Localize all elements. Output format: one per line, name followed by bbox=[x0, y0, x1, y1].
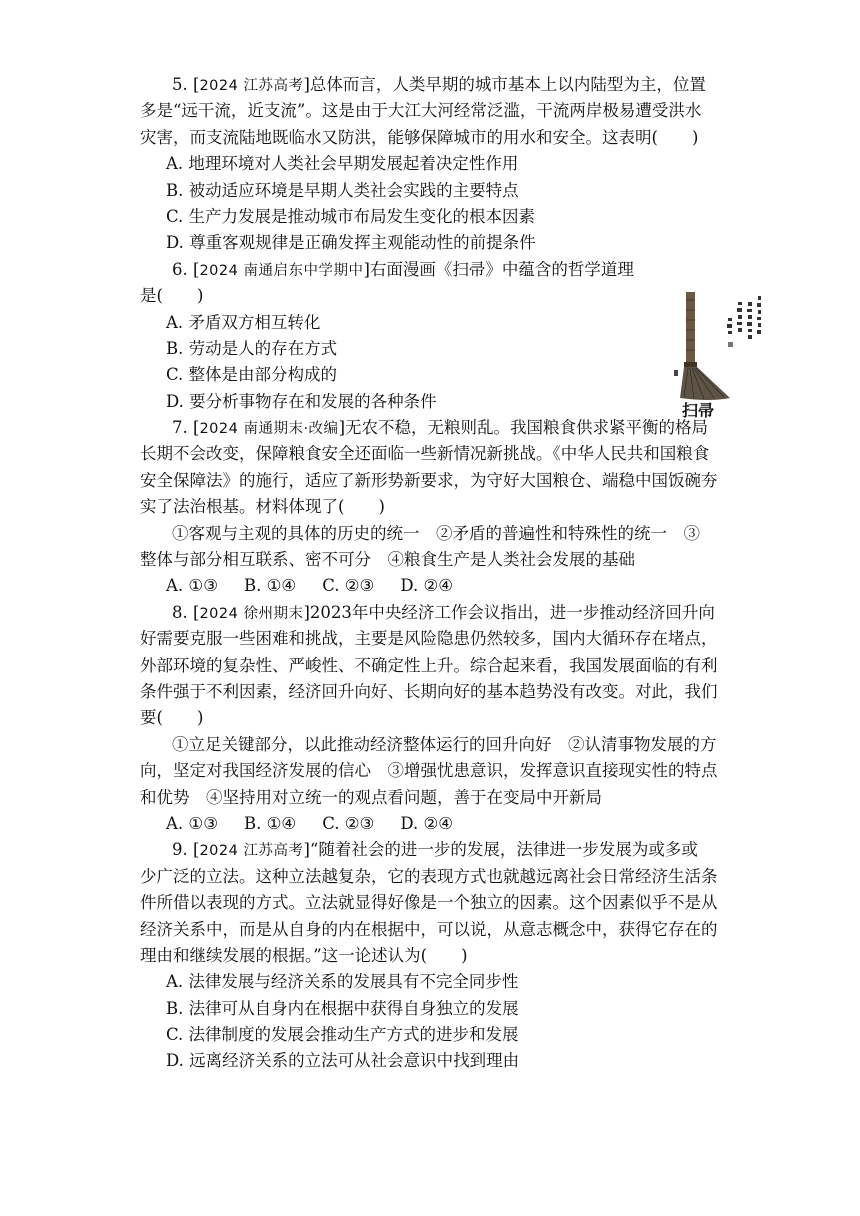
question-7-stem-line-3: 安全保障法》的施行，适应了新形势新要求，为守好大国粮仓、端稳中国饭碗夯 bbox=[140, 470, 718, 490]
broom-binding bbox=[684, 362, 697, 367]
question-6-source-tag: 2024 南通启东中学期中 bbox=[199, 262, 364, 279]
question-9-option-b: B. 法律可从自身内在根据中获得自身独立的发展 bbox=[166, 998, 519, 1018]
question-6-option-c: C. 整体是由部分构成的 bbox=[166, 365, 338, 385]
question-7-answers bbox=[140, 573, 720, 599]
question-7 bbox=[140, 415, 720, 600]
question-7-stem-line-2: 长期不会改变，保障粮食安全还面临一些新情况新挑战。《中华人民共和国粮食 bbox=[140, 444, 710, 464]
question-5-option-c: C. 生产力发展是推动城市布局发生变化的根本因素 bbox=[166, 206, 536, 226]
question-9-stem-line-3: 件所借以表现的方式。立法就显得好像是一个独立的因素。这个因素似乎不是从 bbox=[140, 893, 718, 913]
question-7-answer-c: C. ②③ bbox=[322, 576, 375, 596]
question-8-stem-line-4: 条件强于不利因素，经济回升向好、长期向好的基本趋势没有改变。对此，我们 bbox=[140, 681, 718, 701]
question-9-option-c: C. 法律制度的发展会推动生产方式的进步和发展 bbox=[166, 1025, 519, 1045]
question-5-stem-line-3: 灾害，而支流陆地既临水又防洪，能够保障城市的用水和安全。这表明( ) bbox=[140, 127, 699, 147]
question-8-choices-line-3: 和优势 ④坚持用对立统一的观点看问题，善于在变局中开新局 bbox=[140, 787, 602, 807]
question-8-choices-line-2: 向，坚定对我国经济发展的信心 ③增强忧患意识，发挥意识直接现实性的特点 bbox=[140, 761, 718, 781]
question-7-choices-line-1: ①客观与主观的具体的历史的统一 ②矛盾的普遍性和特殊性的统一 ③ bbox=[172, 523, 700, 543]
question-8-answer-c: C. ②③ bbox=[322, 813, 375, 833]
question-6-option-b: B. 劳动是人的存在方式 bbox=[166, 338, 338, 358]
question-6-option-d: D. 要分析事物存在和发展的各种条件 bbox=[166, 391, 437, 411]
broom-handle bbox=[686, 292, 695, 364]
question-8-stem-line-5: 要( ) bbox=[140, 708, 204, 728]
question-9-stem-line-5: 理由和继续发展的根据。”这一论述认为( ) bbox=[140, 945, 468, 965]
question-7-answer-b: B. ①④ bbox=[244, 576, 297, 596]
question-7-answer-a: A. ①③ bbox=[166, 576, 218, 596]
broom-calligraphy bbox=[727, 296, 761, 339]
question-7-stem-line-4: 实了法治根基。材料体现了( ) bbox=[140, 497, 385, 517]
question-9-stem-line-2: 少广泛的立法。这种立法越复杂，它的表现方式也就越远离社会日常经济生活条 bbox=[140, 866, 718, 886]
calligraphy-seal bbox=[728, 342, 733, 347]
question-5-option-b: B. 被动适应环境是早期人类社会实践的主要特点 bbox=[166, 180, 519, 200]
question-5-stem-line-1: 5. [2024 江苏高考]总体而言，人类早期的城市基本上以内陆型为主，位置 bbox=[172, 75, 706, 94]
question-6-stem-line-2: 是( ) bbox=[140, 286, 204, 306]
question-9-option-a: A. 法律发展与经济关系的发展具有不完全同步性 bbox=[166, 972, 519, 992]
question-6-option-a: A. 矛盾双方相互转化 bbox=[166, 312, 321, 332]
question-8-answer-d: D. ②④ bbox=[400, 813, 454, 833]
question-8-stem-line-2: 好需要克服一些困难和挑战，主要是风险隐患仍然较多，国内大循环存在堵点， bbox=[140, 629, 718, 649]
question-8-answers bbox=[140, 811, 720, 837]
broom-figure-caption: 扫帚 bbox=[682, 401, 715, 420]
question-8 bbox=[140, 600, 720, 838]
question-7-answer-d: D. ②④ bbox=[400, 576, 454, 596]
question-7-stem-line-1: 7. [2024 南通期末·改编]无农不稳，无粮则乱。我国粮食供求紧平衡的格局 bbox=[172, 418, 708, 438]
question-6 bbox=[140, 257, 720, 415]
question-9 bbox=[140, 837, 720, 1075]
question-8-answer-b: B. ①④ bbox=[244, 813, 297, 833]
question-5-option-d: D. 尊重客观规律是正确发挥主观能动性的前提条件 bbox=[166, 233, 536, 253]
question-8-choices-line-1: ①立足关键部分，以此推动经济整体运行的回升向好 ②认清事物发展的方 bbox=[172, 734, 717, 754]
question-5-stem-line-2: 多是“远干流，近支流”。这是由于大江大河经常泛滥，干流两岸极易遭受洪水 bbox=[140, 101, 702, 121]
question-5 bbox=[140, 72, 720, 257]
question-9-stem-line-4: 经济关系中，而是从自身的内在根据中，可以说，从意志概念中，获得它存在的 bbox=[140, 919, 718, 939]
broom-seal bbox=[674, 370, 678, 376]
question-9-stem-line-1: 9. [2024 江苏高考]“随着社会的进一步的发展，法律进一步发展为或多或 bbox=[172, 840, 698, 860]
question-7-source-tag: 2024 南通期末·改编 bbox=[199, 421, 339, 438]
question-8-stem-line-1: 8. [2024 徐州期末]2023年中央经济工作会议指出，进一步推动经济回升向 bbox=[172, 602, 715, 622]
question-5-option-a: A. 地理环境对人类社会早期发展起着决定性作用 bbox=[166, 154, 519, 174]
question-6-stem-line-1: 6. [2024 南通启东中学期中]右面漫画《扫帚》中蕴含的哲学道理 bbox=[172, 259, 634, 279]
question-list bbox=[140, 72, 720, 1075]
question-7-choices-line-2: 整体与部分相互联系、密不可分 ④粮食生产是人类社会发展的基础 bbox=[140, 550, 635, 570]
question-9-option-d: D. 远离经济关系的立法可从社会意识中找到理由 bbox=[166, 1051, 520, 1071]
question-9-source-tag: 2024 江苏高考 bbox=[199, 843, 304, 860]
question-5-source-tag: 2024 江苏高考 bbox=[199, 78, 304, 94]
question-8-stem-line-3: 外部环境的复杂性、严峻性、不确定性上升。综合起来看，我国发展面临的有利 bbox=[140, 655, 718, 675]
question-8-answer-a: A. ①③ bbox=[166, 813, 218, 833]
question-8-source-tag: 2024 徐州期末 bbox=[199, 605, 304, 622]
